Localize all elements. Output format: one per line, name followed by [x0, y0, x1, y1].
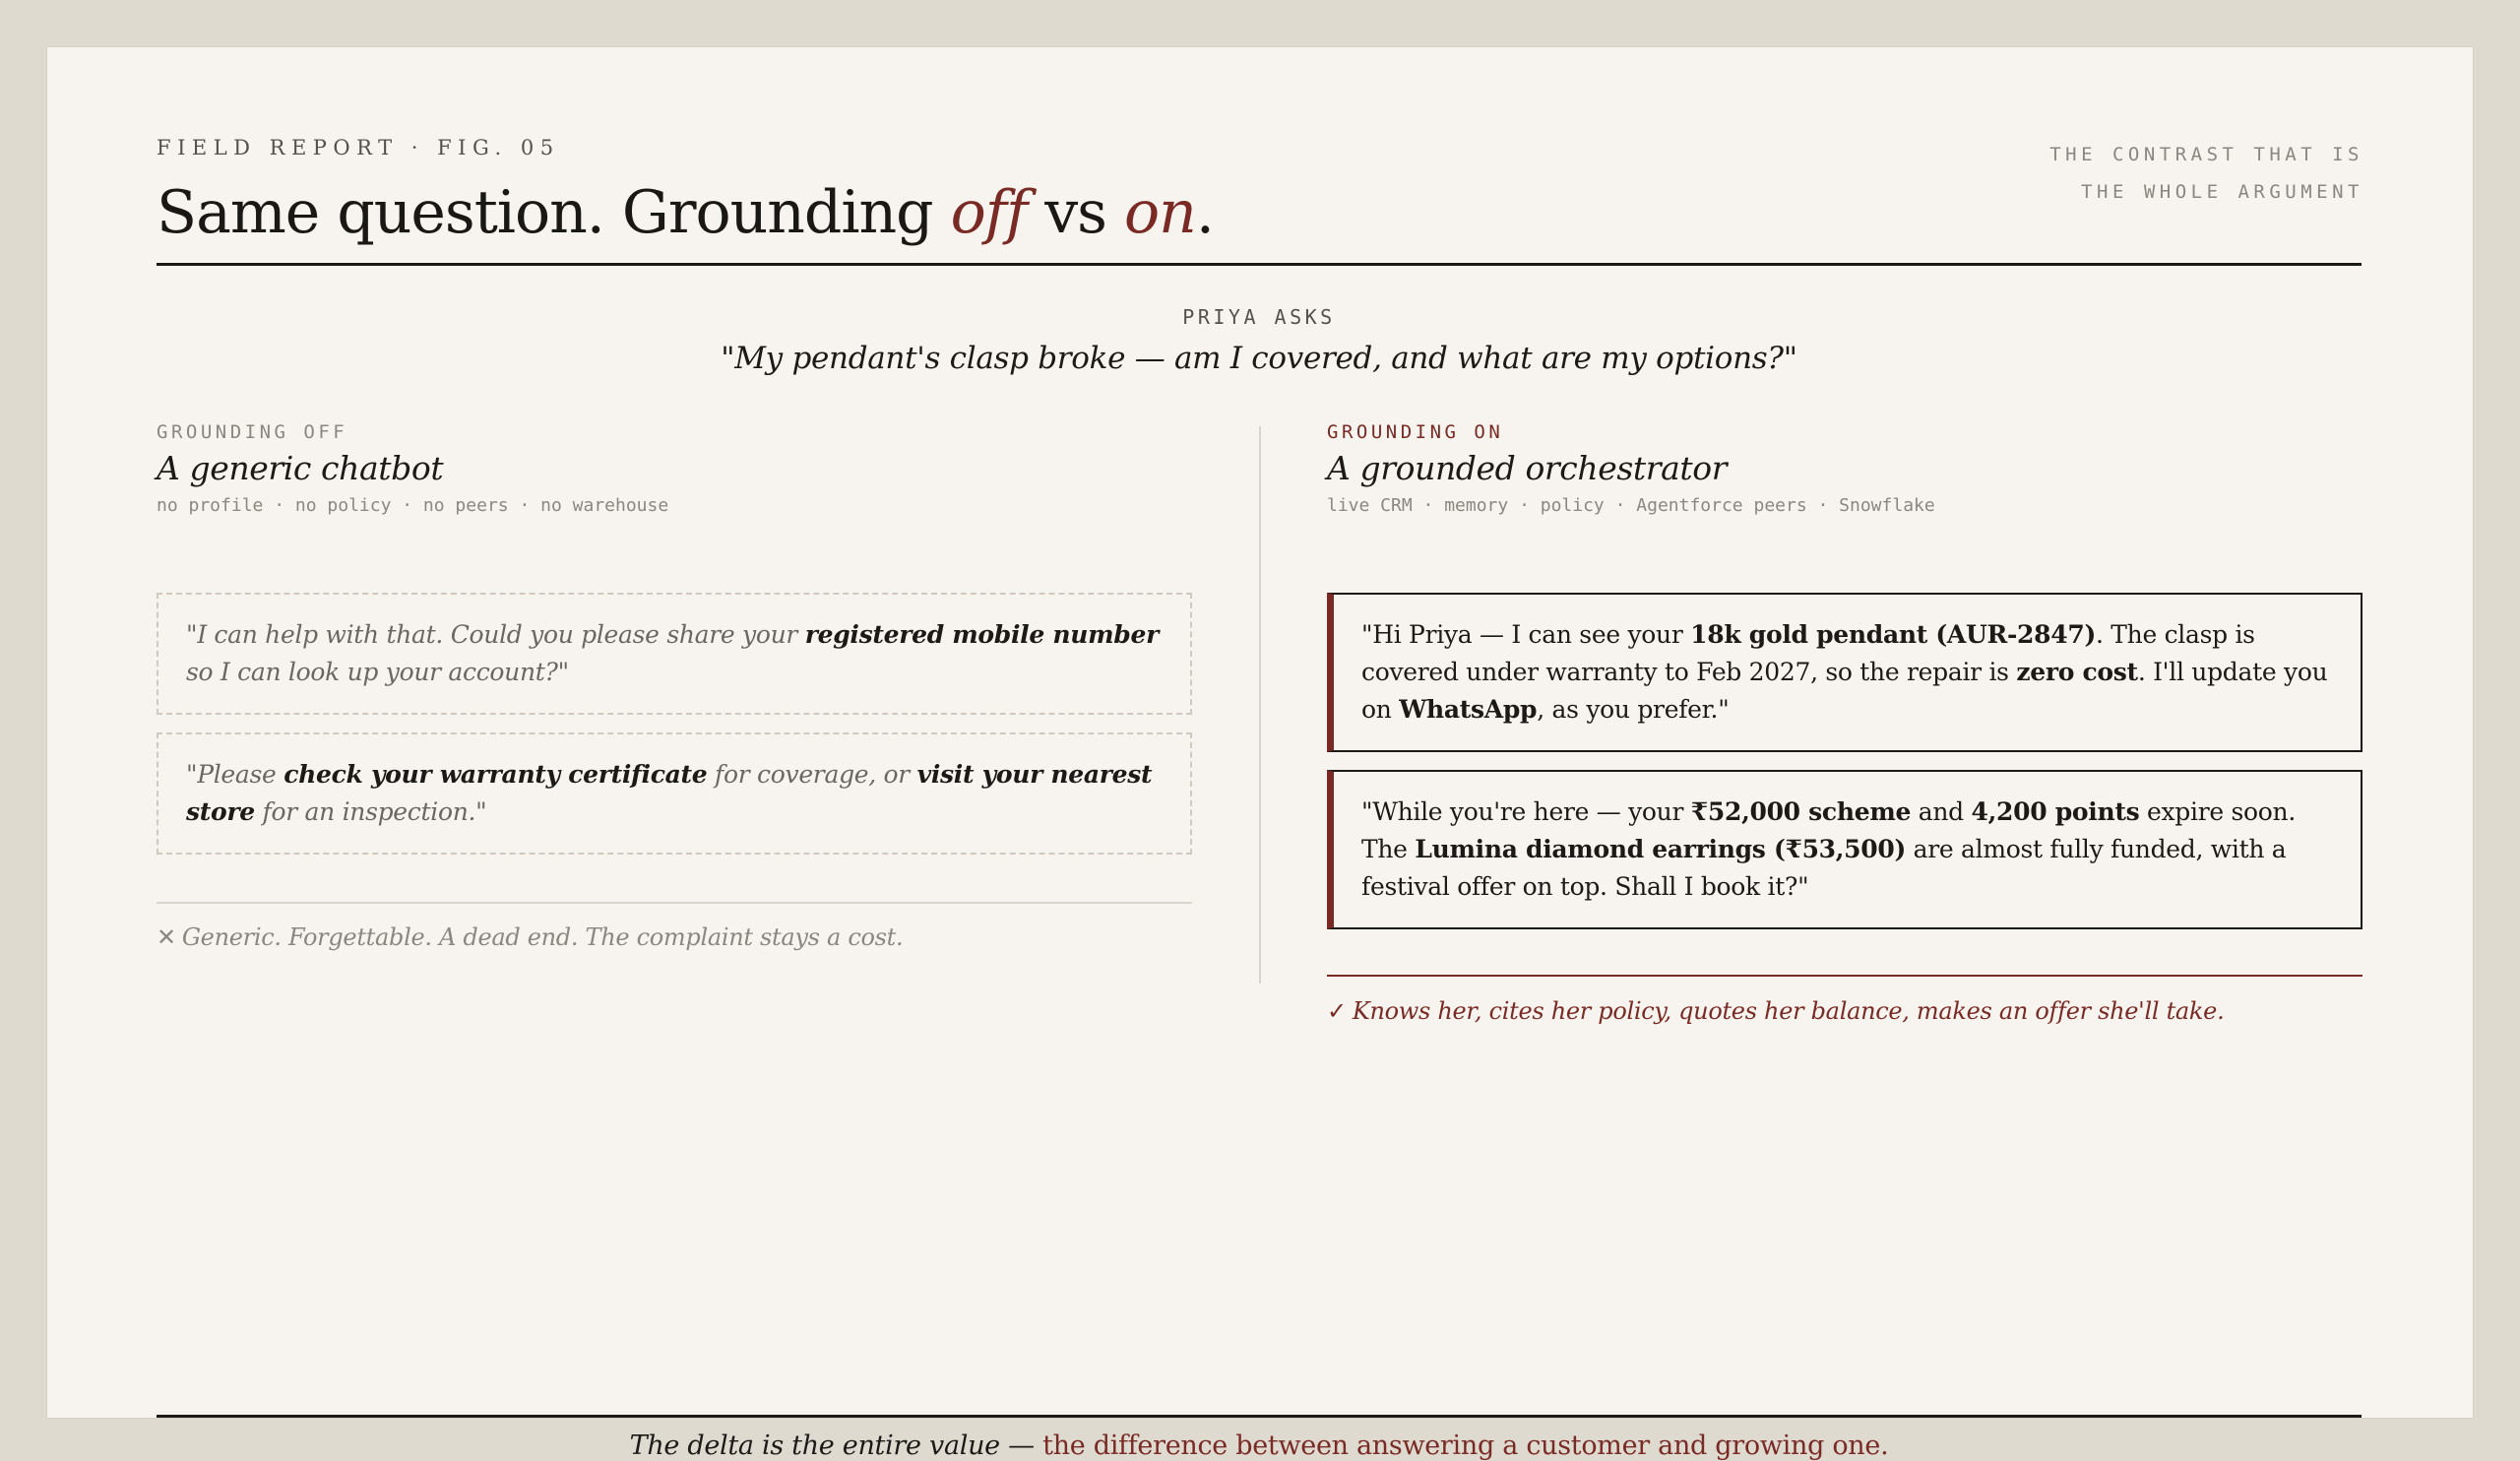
title-period: .	[1195, 178, 1214, 247]
title-off-word: off	[950, 178, 1028, 247]
bubble-emphasis: 18k gold pendant (AUR-2847)	[1690, 620, 2096, 649]
on-verdict	[1327, 997, 2224, 1025]
report-kicker: FIELD REPORT · FIG. 05	[157, 136, 560, 159]
bubble-text: so I can look up your account?"	[186, 658, 569, 686]
bubble-emphasis: registered mobile number	[804, 620, 1159, 649]
corner-note-line-2: THE WHOLE ARGUMENT	[2081, 181, 2363, 203]
on-verdict-text: Knows her, cites her policy, quotes her balance, makes an offer she'll take.	[1352, 997, 2225, 1025]
page-title	[157, 173, 1214, 252]
on-response-bubble-1	[1327, 593, 2362, 752]
bubble-text: for an inspection."	[254, 797, 487, 826]
top-rule	[157, 263, 2362, 266]
corner-note	[2049, 136, 2363, 211]
title-prefix: Same question. Grounding	[157, 178, 951, 247]
report-sheet	[47, 47, 2473, 1461]
bubble-text: "Please	[186, 760, 284, 789]
off-response-bubble-2	[157, 732, 1192, 855]
bubble-text: . I'll update you on	[1361, 658, 2328, 724]
bubble-text: are almost fully funded, with a festival offer on top. Shall I book it?"	[1361, 835, 2287, 901]
question-quote: "My pendant's clasp broke — am I covered, and what are my options?"	[721, 341, 1797, 376]
grounding-on-label: GROUNDING ON	[1327, 421, 1504, 443]
title-on-word: on	[1124, 178, 1196, 247]
bubble-emphasis: zero cost	[2016, 658, 2138, 686]
on-verdict-rule	[1327, 975, 2362, 977]
grounding-off-tags: no profile · no policy · no peers · no warehouse	[157, 495, 669, 516]
grounding-on-tags: live CRM · memory · policy · Agentforce peers · Snowflake	[1327, 495, 1935, 516]
bubble-emphasis: WhatsApp	[1399, 695, 1538, 724]
bubble-emphasis: ₹52,000 scheme	[1690, 797, 1912, 826]
column-divider	[1259, 426, 1261, 984]
footer-accent: the difference between answering a customer and growing one.	[1034, 1430, 1889, 1461]
grounding-off-heading: A generic chatbot	[157, 449, 444, 487]
off-response-bubble-1	[157, 593, 1192, 715]
bubble-text: for coverage, or	[707, 760, 917, 789]
title-vs: vs	[1027, 178, 1125, 247]
off-verdict-text: Generic. Forgettable. A dead end. The complaint stays a cost.	[181, 923, 904, 951]
grounding-on-column	[1327, 421, 2362, 1025]
bubble-text: "Hi Priya — I can see your	[1361, 620, 1691, 649]
cross-icon: ✕	[157, 923, 176, 951]
bubble-emphasis: Lumina diamond earrings (₹53,500)	[1415, 835, 1906, 863]
bubble-text: "While you're here — your	[1361, 797, 1691, 826]
grounding-off-label: GROUNDING OFF	[157, 421, 348, 443]
question-label: PRIYA ASKS	[1182, 305, 1336, 329]
grounding-off-column	[157, 421, 1192, 951]
footer-statement	[157, 1430, 2362, 1461]
corner-note-line-1: THE CONTRAST THAT IS	[2049, 144, 2363, 165]
grounding-on-heading: A grounded orchestrator	[1327, 449, 1728, 487]
bubble-text: expire soon. The	[1361, 797, 2296, 863]
on-response-bubble-2	[1327, 770, 2362, 929]
off-verdict	[157, 923, 903, 951]
bubble-emphasis: visit your nearest store	[186, 760, 1153, 826]
bubble-text: "I can help with that. Could you please share your	[186, 620, 805, 649]
bubble-emphasis: check your warranty certificate	[284, 760, 708, 789]
check-icon: ✓	[1327, 997, 1347, 1025]
bubble-text: , as you prefer."	[1537, 695, 1730, 724]
footer-lead: The delta is the entire value —	[629, 1430, 1035, 1461]
bubble-emphasis: 4,200 points	[1971, 797, 2140, 826]
bubble-text: . The clasp is covered under warranty to Feb 2027, so the repair is	[1361, 620, 2255, 686]
off-verdict-rule	[157, 902, 1192, 904]
bubble-text: and	[1911, 797, 1972, 826]
